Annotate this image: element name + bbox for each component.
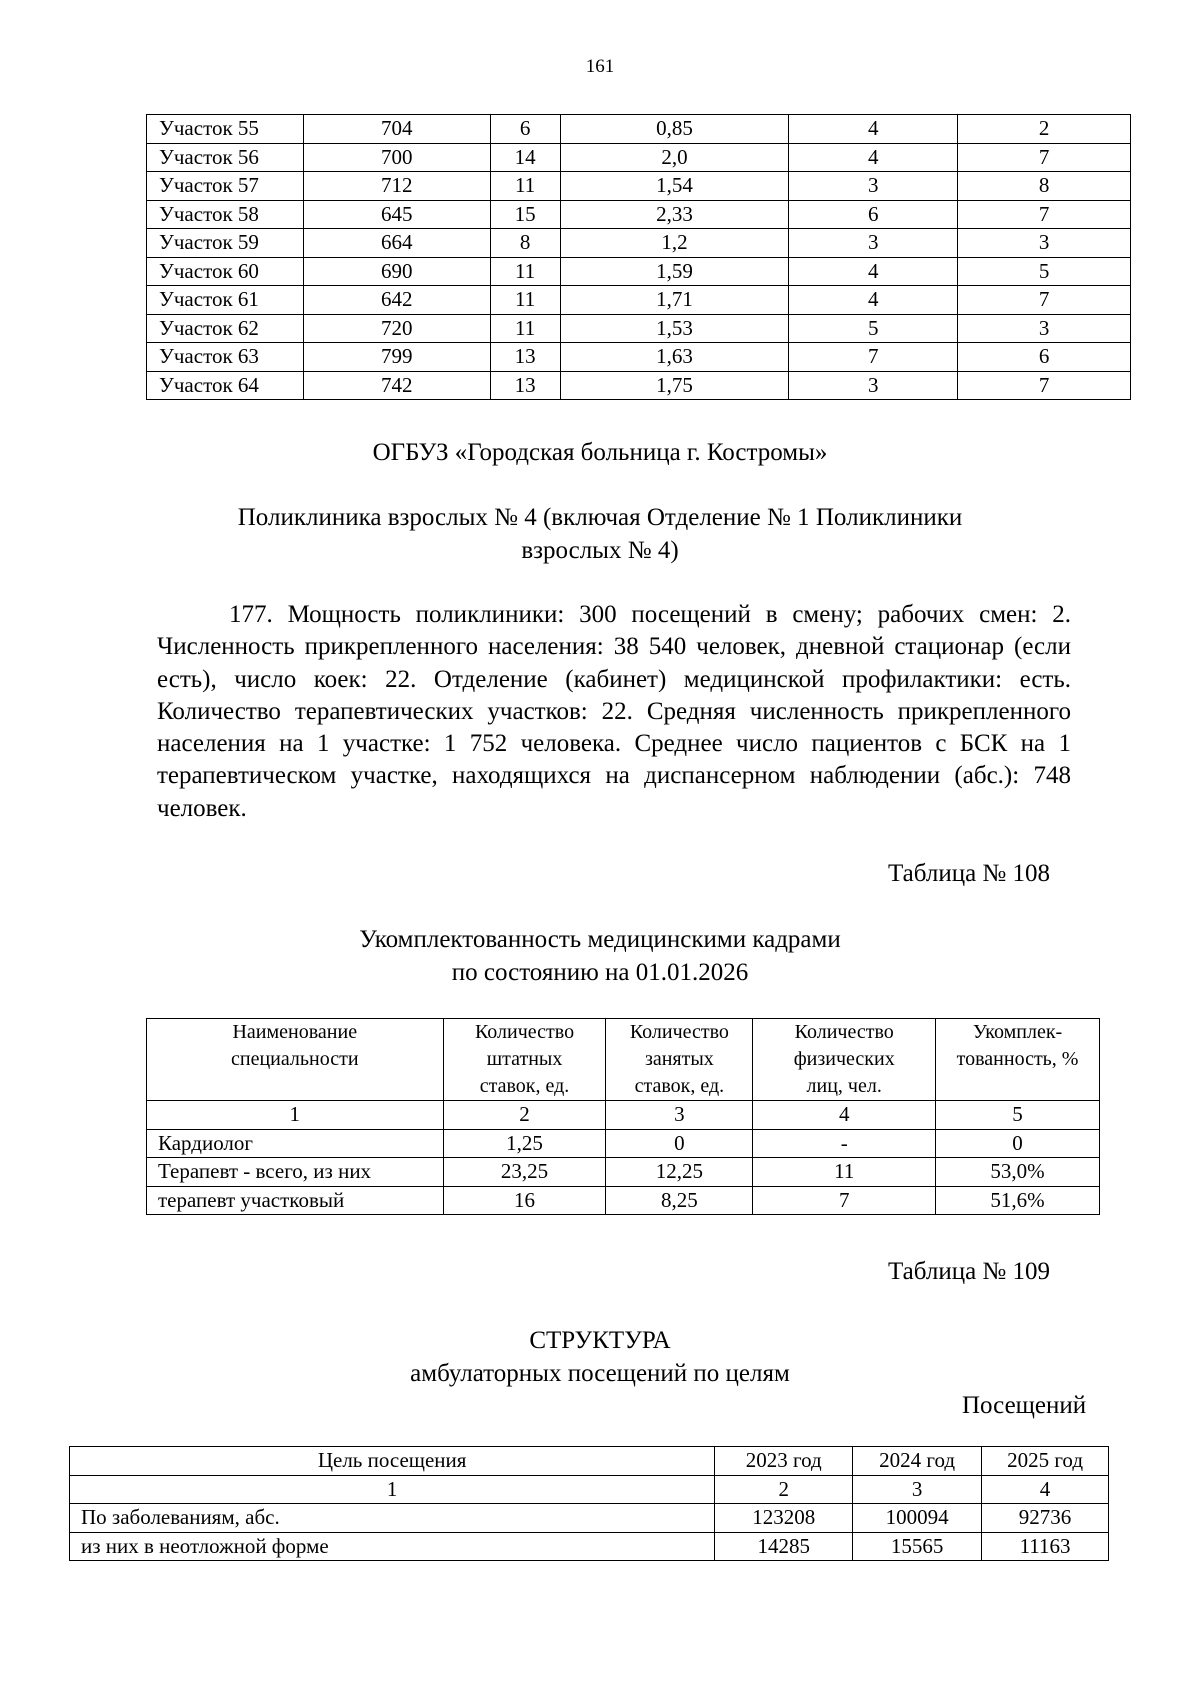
staffing-table [146,1018,1100,1215]
table-cell: Участок 59 [147,229,304,258]
table-row [147,200,1131,229]
table-row [147,115,1131,144]
table-row [70,1504,1109,1533]
table-cell: 0,85 [560,115,789,144]
table-cell: 8,25 [606,1186,753,1215]
table109-unit: Посещений [962,1392,1087,1419]
table-cell: 1 [70,1475,715,1504]
table-cell: 1,75 [560,371,789,400]
table-row [147,172,1131,201]
table-row [147,1129,1100,1158]
table-row [147,257,1131,286]
table-cell: 4 [982,1475,1109,1504]
table-cell: 92736 [982,1504,1109,1533]
page-number: 161 [585,56,615,77]
table-cell: 3 [958,229,1131,258]
table-cell: 5 [936,1101,1100,1130]
table-cell: 11 [490,314,560,343]
table-cell: 2024 год [853,1447,982,1476]
table-cell: 6 [789,200,958,229]
table-cell: Участок 56 [147,143,304,172]
table109-label: Таблица № 109 [888,1258,1051,1285]
table-cell: 100094 [853,1504,982,1533]
org-title: ОГБУЗ «Городская больница г. Костромы» [372,439,828,466]
table-cell: 7 [958,143,1131,172]
table-cell: 11 [490,286,560,315]
table-cell: 1 [147,1101,444,1130]
table-cell: 13 [490,371,560,400]
column-number-row [147,1101,1100,1130]
table-cell: 1,63 [560,343,789,372]
table-cell: Участок 55 [147,115,304,144]
table-cell: 1,71 [560,286,789,315]
table-cell: Участок 63 [147,343,304,372]
table-cell: 2025 год [982,1447,1109,1476]
table-cell: 0 [936,1129,1100,1158]
table-cell: 2 [958,115,1131,144]
districts-table [146,114,1131,400]
table-row [147,314,1131,343]
table-cell: 3 [789,371,958,400]
table-cell: 14 [490,143,560,172]
table-cell: Участок 61 [147,286,304,315]
table-cell: 642 [303,286,490,315]
table-cell: 720 [303,314,490,343]
table-cell: 799 [303,343,490,372]
table-row [147,371,1131,400]
table-row [147,229,1131,258]
table-cell: 11163 [982,1532,1109,1561]
table-cell: 3 [853,1475,982,1504]
table-cell: 5 [958,257,1131,286]
subtitle-line-2: взрослых № 4) [521,537,679,564]
table-cell: Кардиолог [147,1129,444,1158]
table-cell: 664 [303,229,490,258]
table-row [147,1186,1100,1215]
table-cell: 16 [443,1186,606,1215]
table-cell: 1,2 [560,229,789,258]
table-cell: 645 [303,200,490,229]
table-cell: 690 [303,257,490,286]
header-cell: Количество занятых ставок, ед. [606,1019,753,1101]
table-cell: 51,6% [936,1186,1100,1215]
table-cell: 13 [490,343,560,372]
table-cell: 3 [789,229,958,258]
table-cell: 11 [753,1158,936,1187]
table-cell: 1,53 [560,314,789,343]
table-cell: 1,54 [560,172,789,201]
table-cell: Участок 60 [147,257,304,286]
table-cell: 5 [789,314,958,343]
table-cell: 6 [490,115,560,144]
table-cell: 7 [753,1186,936,1215]
table108-label: Таблица № 108 [888,860,1051,887]
table-cell: 11 [490,257,560,286]
table-cell: 0 [606,1129,753,1158]
body-paragraph: 177. Мощность поликлиники: 300 посещений в смену; рабочих смен: 2. Численность прикрепленного населения: 38 540 человек, дневной стационар (если есть), число коек: 22. Отделение (кабинет) медицинской профилактики: есть. Количество терапевтических участков: 22. Средняя численность прикрепленного населения на 1 участке: 1 752 человека. Среднее число пациентов с БСК на 1 терапевтическом участке, находящихся на диспансерном наблюдении (абс.): 748 человек. [157,601,1071,822]
table-cell: 1,59 [560,257,789,286]
visits-table [69,1446,1109,1561]
table-cell: 2 [443,1101,606,1130]
table-cell: 742 [303,371,490,400]
table-cell: 7 [958,286,1131,315]
table-cell: 3 [789,172,958,201]
table-cell: Цель посещения [70,1447,715,1476]
table-cell: 712 [303,172,490,201]
table-cell: 123208 [715,1504,853,1533]
table-cell: Участок 64 [147,371,304,400]
table-cell: 6 [958,343,1131,372]
table-row [147,286,1131,315]
table-cell: Участок 57 [147,172,304,201]
table-cell: 2 [715,1475,853,1504]
table-cell: 53,0% [936,1158,1100,1187]
table-cell: 15 [490,200,560,229]
table-cell: 3 [606,1101,753,1130]
table-cell: 4 [753,1101,936,1130]
header-cell: Наименование специальности [147,1019,444,1101]
table-cell: 12,25 [606,1158,753,1187]
table-cell: 23,25 [443,1158,606,1187]
table-cell: 7 [958,200,1131,229]
table-cell: 4 [789,257,958,286]
table-cell: Терапевт - всего, из них [147,1158,444,1187]
table-row [147,143,1131,172]
table-cell: - [753,1129,936,1158]
table109-title-line-1: СТРУКТУРА [529,1327,671,1354]
subtitle-line-1: Поликлиника взрослых № 4 (включая Отделение № 1 Поликлиники [237,504,963,531]
header-cell: Укомплек- тованность, % [936,1019,1100,1101]
table-cell: 700 [303,143,490,172]
table-cell: Участок 58 [147,200,304,229]
table-cell: 4 [789,286,958,315]
column-number-row [70,1475,1109,1504]
table-cell: 4 [789,115,958,144]
table-header-row [70,1447,1109,1476]
table-row [147,1158,1100,1187]
table-cell: 8 [490,229,560,258]
table-cell: 3 [958,314,1131,343]
table-cell: терапевт участковый [147,1186,444,1215]
table-cell: Участок 62 [147,314,304,343]
table109-title-line-2: амбулаторных посещений по целям [410,1360,790,1387]
table-cell: 704 [303,115,490,144]
table-cell: По заболеваниям, абс. [70,1504,715,1533]
table-cell: 1,25 [443,1129,606,1158]
table-header-row [147,1019,1100,1101]
table-row [70,1532,1109,1561]
table-cell: 2,0 [560,143,789,172]
table-cell: 14285 [715,1532,853,1561]
table108-title-line-2: по состоянию на 01.01.2026 [451,959,749,986]
table-cell: 8 [958,172,1131,201]
table-cell: 7 [789,343,958,372]
table-cell: 15565 [853,1532,982,1561]
table-cell: 2,33 [560,200,789,229]
table-cell: 11 [490,172,560,201]
table-cell: 4 [789,143,958,172]
header-cell: Количество штатных ставок, ед. [443,1019,606,1101]
table108-title-line-1: Укомплектованность медицинскими кадрами [359,926,841,953]
table-row [147,343,1131,372]
table-cell: 7 [958,371,1131,400]
header-cell: Количество физических лиц, чел. [753,1019,936,1101]
table-cell: из них в неотложной форме [70,1532,715,1561]
table-cell: 2023 год [715,1447,853,1476]
